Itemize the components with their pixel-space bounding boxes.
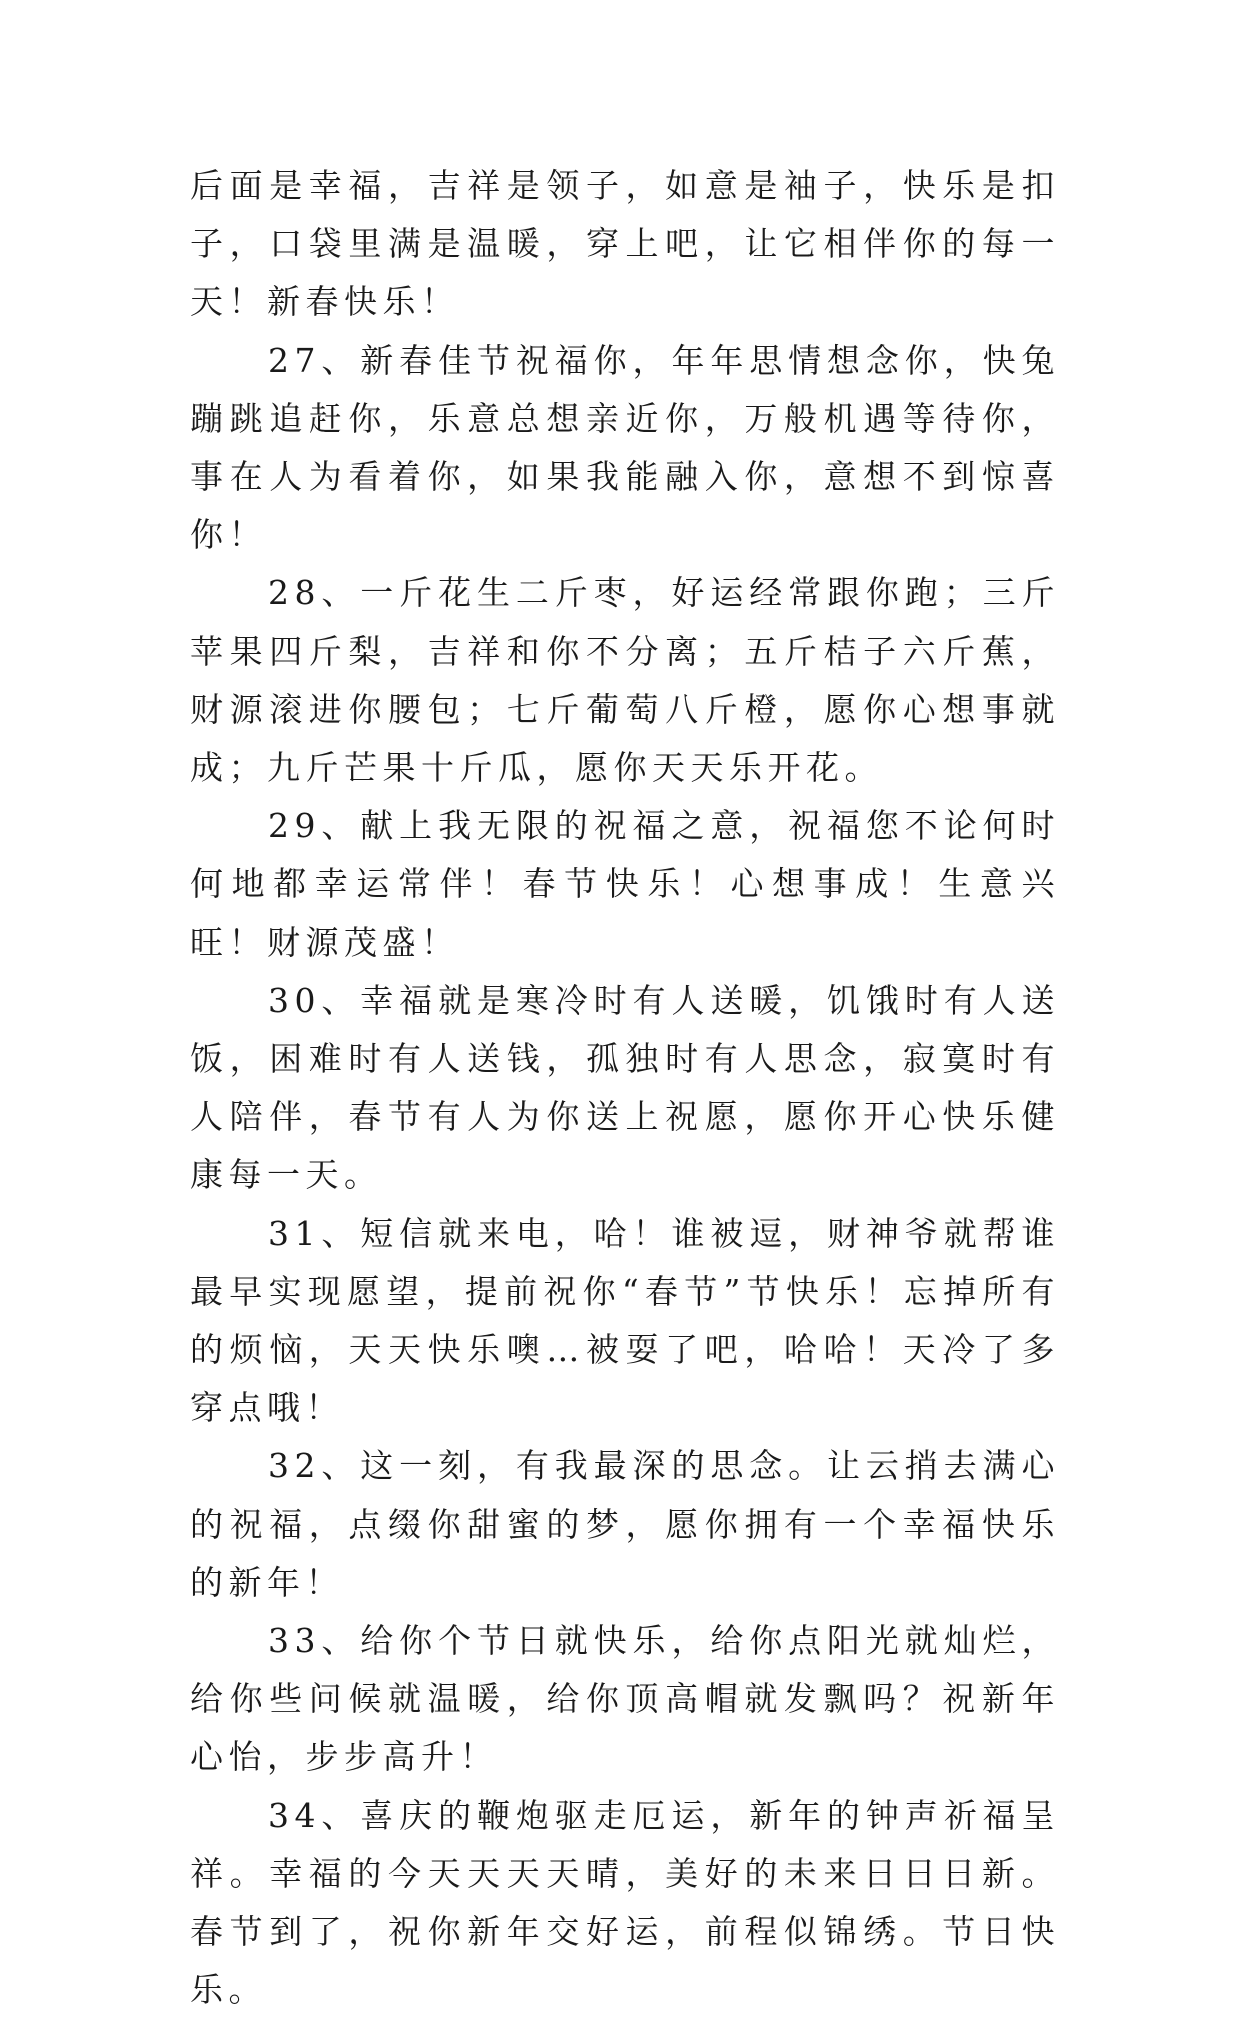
paragraph-28: 28、一斤花生二斤枣，好运经常跟你跑；三斤苹果四斤梨，吉祥和你不分离；五斤桔子六斤蕉，财源滚进你腰包；七斤葡萄八斤橙，愿你心想事就成；九斤芒果十斤瓜，愿你天天乐开花。	[190, 573, 1060, 788]
paragraph-29: 29、献上我无限的祝福之意，祝福您不论何时何地都幸运常伴！春节快乐！心想事成！生意兴旺！财源茂盛！	[190, 806, 1060, 962]
paragraph-continuation: 后面是幸福，吉祥是领子，如意是袖子，快乐是扣子，口袋里满是温暖，穿上吧，让它相伴你的每一天！新春快乐！	[190, 166, 1060, 322]
paragraph-27: 27、新春佳节祝福你，年年思情想念你，快兔蹦跳追赶你，乐意总想亲近你，万般机遇等待你，事在人为看着你，如果我能融入你，意想不到惊喜你！	[190, 340, 1060, 555]
document-body	[190, 157, 1060, 2020]
paragraph-31: 31、短信就来电，哈！谁被逗，财神爷就帮谁最早实现愿望，提前祝你“春节”节快乐！忘掉所有的烦恼，天天快乐噢…被耍了吧，哈哈！天冷了多穿点哦！	[190, 1213, 1060, 1428]
paragraph-30: 30、幸福就是寒冷时有人送暖，饥饿时有人送饭，困难时有人送钱，孤独时有人思念，寂寞时有人陪伴，春节有人为你送上祝愿，愿你开心快乐健康每一天。	[190, 980, 1060, 1195]
paragraph-34: 34、喜庆的鞭炮驱走厄运，新年的钟声祈福呈祥。幸福的今天天天天晴，美好的未来日日日新。春节到了，祝你新年交好运，前程似锦绣。节日快乐。	[190, 1795, 1060, 2010]
paragraph-33: 33、给你个节日就快乐，给你点阳光就灿烂，给你些问候就温暖，给你顶高帽就发飘吗？祝新年心怡，步步高升！	[190, 1621, 1060, 1777]
paragraph-32: 32、这一刻，有我最深的思念。让云捎去满心的祝福，点缀你甜蜜的梦，愿你拥有一个幸福快乐的新年！	[190, 1446, 1060, 1602]
